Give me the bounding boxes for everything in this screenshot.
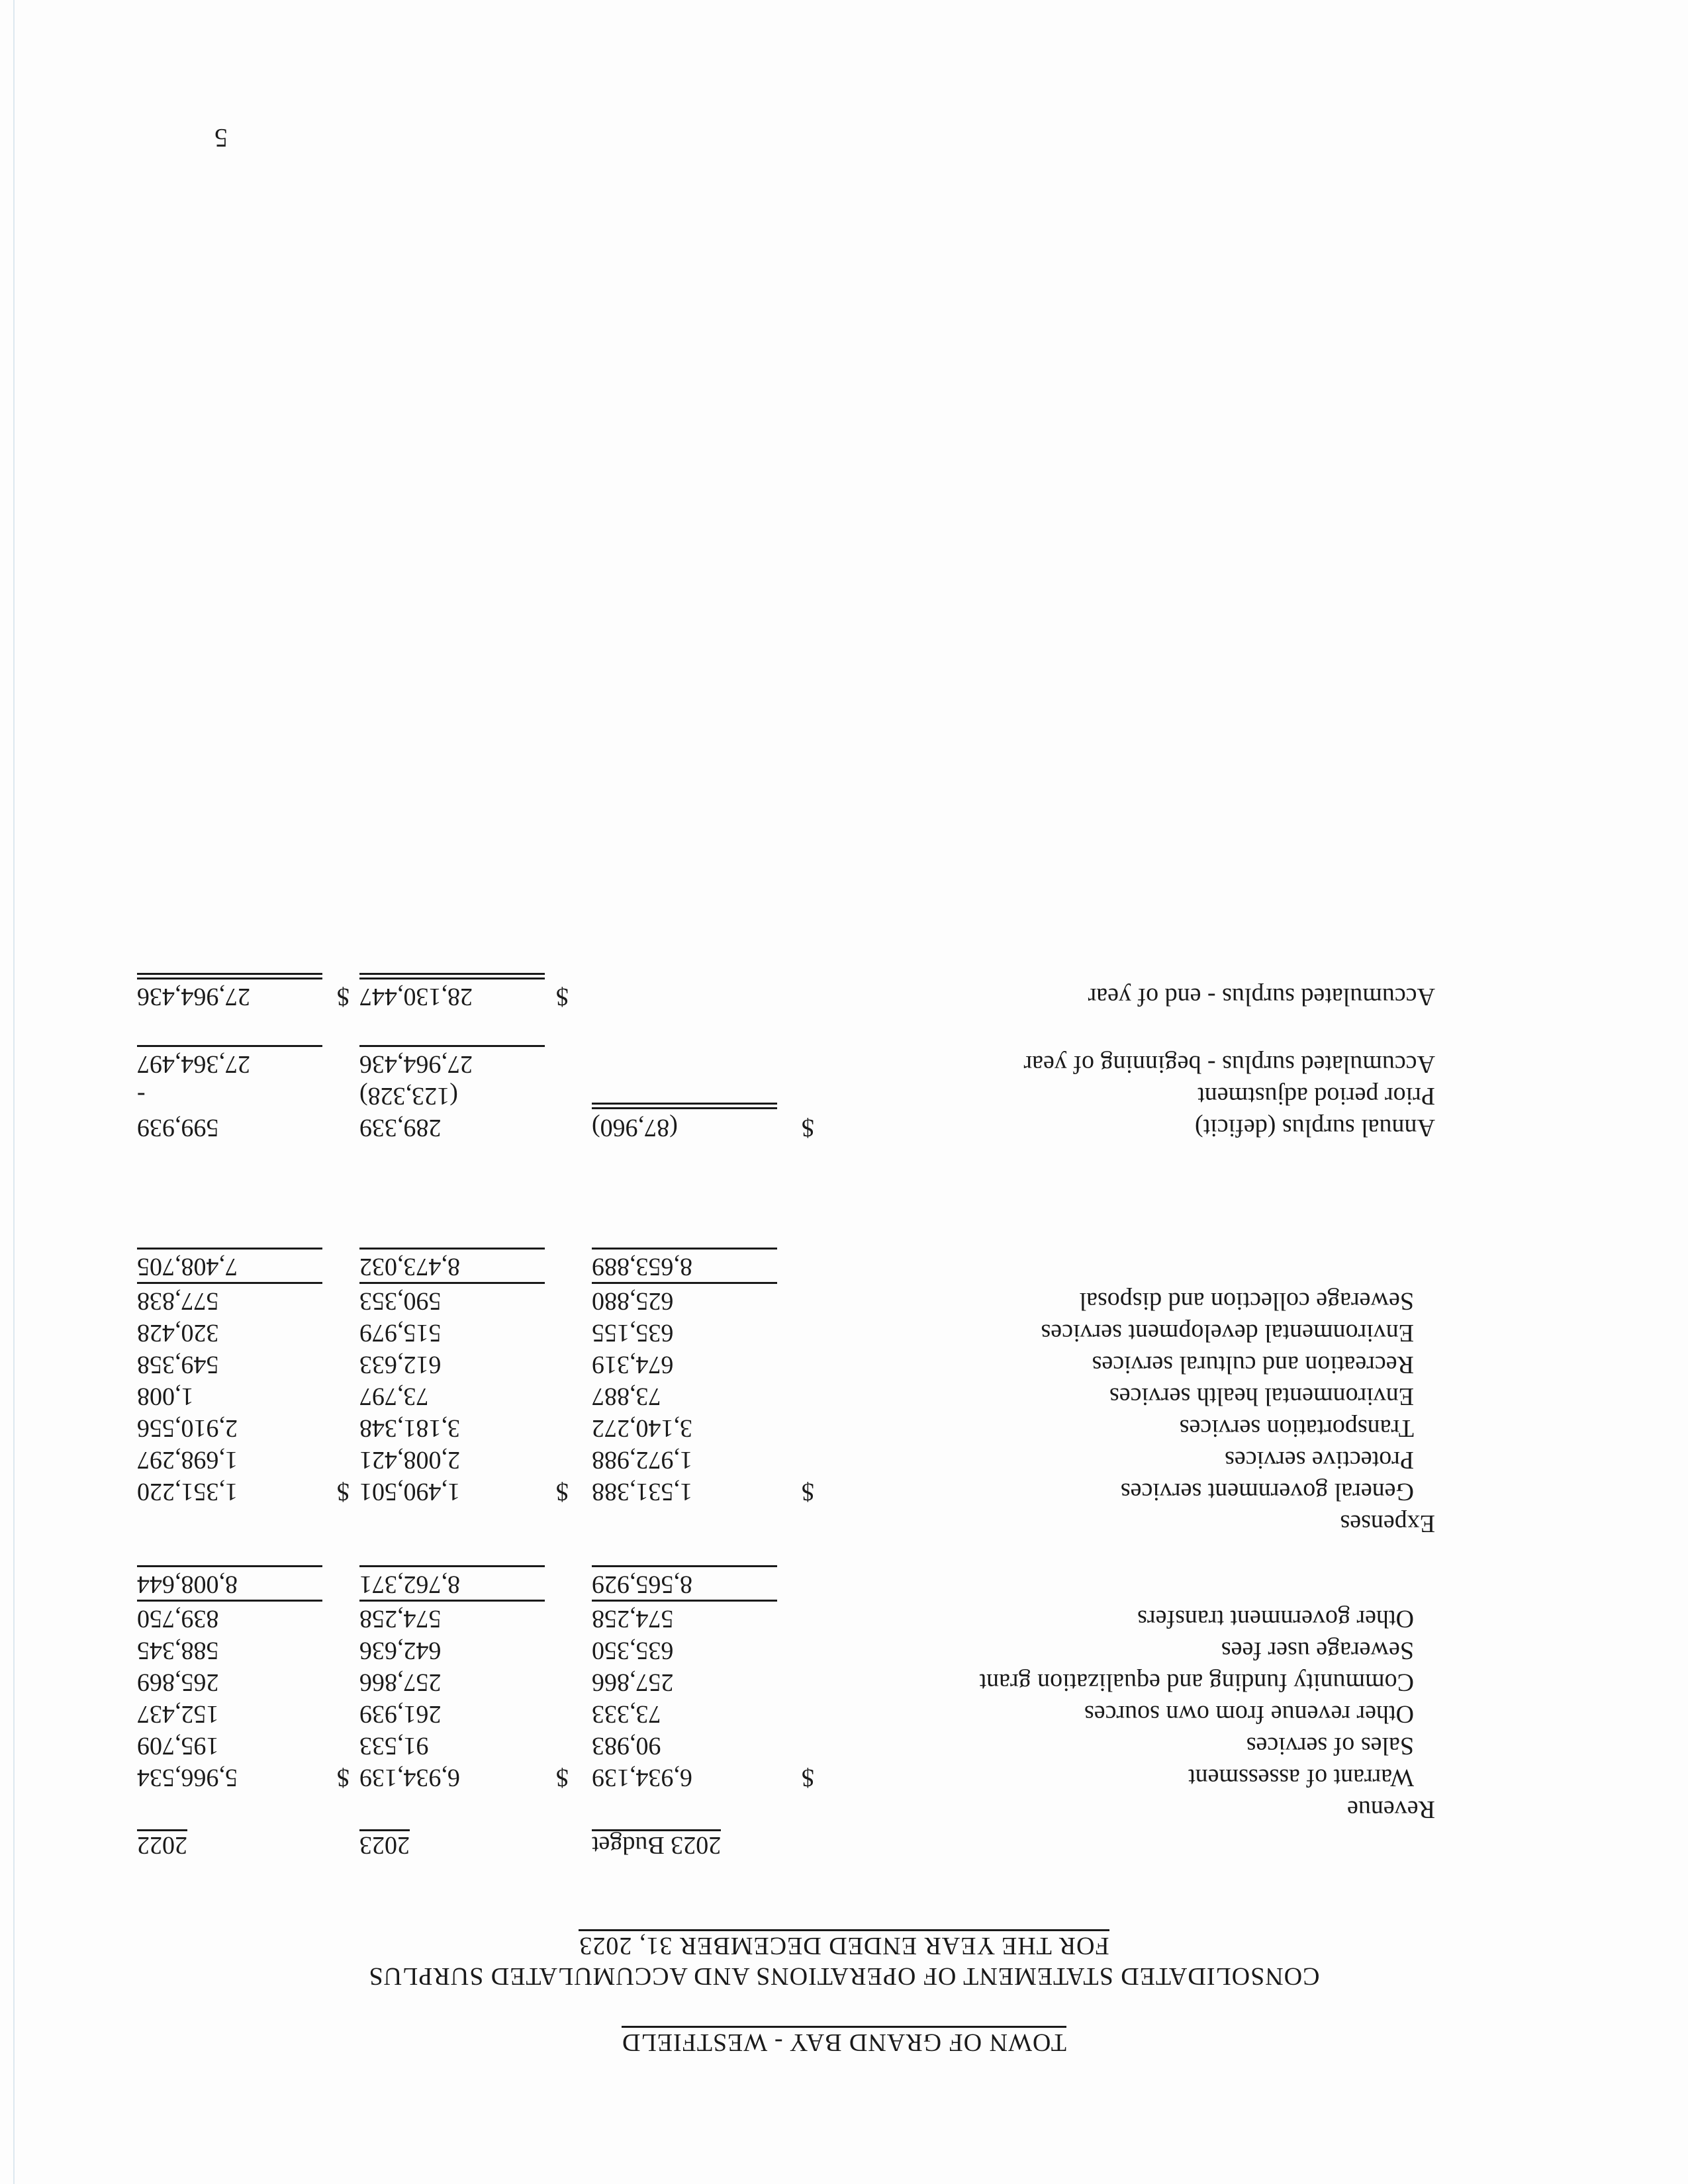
annual-surplus-2023: 289,339 bbox=[359, 1114, 442, 1142]
revenue-budget: 90,983 bbox=[592, 1732, 661, 1760]
period-title bbox=[0, 1929, 1688, 1960]
revenue-label: Other government transfers bbox=[1137, 1605, 1414, 1633]
expense-total-2022: 7,408,705 bbox=[137, 1253, 238, 1281]
subtotal-rule bbox=[359, 1600, 545, 1602]
col-head-2022-text: 2022 bbox=[137, 1829, 187, 1859]
expense-2023: 590,353 bbox=[359, 1287, 442, 1315]
period-title-text: FOR THE YEAR ENDED DECEMBER 31, 2023 bbox=[579, 1929, 1109, 1960]
town-title bbox=[0, 2026, 1688, 2057]
col-head-2023-text: 2023 bbox=[359, 1829, 410, 1859]
expense-budget: 73,887 bbox=[592, 1383, 661, 1410]
revenue-2022: 839,750 bbox=[137, 1605, 219, 1633]
col-head-budget bbox=[592, 1831, 774, 1860]
dollar-sign: $ bbox=[556, 1764, 569, 1792]
revenue-2022: 152,437 bbox=[137, 1700, 219, 1728]
town-title-text: TOWN OF GRAND BAY - WESTFIELD bbox=[622, 2026, 1066, 2057]
subtotal-rule bbox=[359, 1045, 545, 1047]
scan-edge-line bbox=[13, 0, 15, 2184]
revenue-budget: 635,350 bbox=[592, 1637, 674, 1664]
expense-2023: 515,979 bbox=[359, 1319, 442, 1347]
col-head-budget-text: 2023 Budget bbox=[592, 1829, 721, 1859]
expense-2022: 577,838 bbox=[137, 1287, 219, 1315]
prior-period-2022: - bbox=[137, 1082, 146, 1110]
annual-surplus-2022: 599,939 bbox=[137, 1114, 219, 1142]
expense-2022: 1,351,220 bbox=[137, 1478, 238, 1506]
accum-end-2023: 28,130,447 bbox=[359, 983, 473, 1011]
expense-label: Recreation and cultural services bbox=[1092, 1351, 1414, 1379]
prior-period-2023: (123,328) bbox=[359, 1082, 458, 1110]
expense-2023: 612,633 bbox=[359, 1351, 442, 1379]
total-rule bbox=[137, 1565, 322, 1567]
revenue-total-budget: 8,565,929 bbox=[592, 1570, 692, 1598]
accum-end-2022: 27,964,436 bbox=[137, 983, 250, 1011]
double-rule bbox=[137, 973, 322, 979]
accum-begin-2022: 27,364,497 bbox=[137, 1050, 250, 1078]
revenue-2022: 5,966,534 bbox=[137, 1764, 238, 1792]
expense-2022: 1,008 bbox=[137, 1383, 194, 1410]
expense-label: Transportation services bbox=[1179, 1414, 1414, 1442]
subtotal-rule bbox=[592, 1282, 777, 1284]
expense-2023: 1,490,501 bbox=[359, 1478, 460, 1506]
expense-2022: 2,910,556 bbox=[137, 1414, 238, 1442]
expense-budget: 1,972,988 bbox=[592, 1446, 692, 1474]
expense-budget: 674,319 bbox=[592, 1351, 674, 1379]
expense-label: Environmental development services bbox=[1041, 1319, 1414, 1347]
revenue-budget: 574,258 bbox=[592, 1605, 674, 1633]
col-head-2022 bbox=[137, 1831, 299, 1860]
subtotal-rule bbox=[592, 1600, 777, 1602]
revenue-budget: 257,866 bbox=[592, 1668, 674, 1696]
total-rule bbox=[592, 1565, 777, 1567]
expense-total-budget: 8,653,889 bbox=[592, 1253, 692, 1281]
total-rule bbox=[592, 1248, 777, 1250]
revenue-label: Sewerage user fees bbox=[1221, 1637, 1414, 1664]
prior-period-label: Prior period adjustment bbox=[1197, 1082, 1435, 1110]
dollar-sign: $ bbox=[337, 1764, 350, 1792]
double-rule bbox=[592, 1103, 777, 1109]
revenue-2023: 257,866 bbox=[359, 1668, 442, 1696]
dollar-sign: $ bbox=[802, 1764, 814, 1792]
expense-label: General government services bbox=[1120, 1478, 1414, 1506]
revenue-2023: 642,636 bbox=[359, 1637, 442, 1664]
revenue-label: Warrant of assessment bbox=[1188, 1764, 1414, 1792]
revenue-2023: 574,258 bbox=[359, 1605, 442, 1633]
revenue-2022: 195,709 bbox=[137, 1732, 219, 1760]
expense-budget: 1,531,388 bbox=[592, 1478, 692, 1506]
revenue-budget: 6,934,139 bbox=[592, 1764, 692, 1792]
revenue-total-2023: 8,762,371 bbox=[359, 1570, 460, 1598]
revenue-label: Other revenue from own sources bbox=[1084, 1700, 1414, 1728]
subtotal-rule bbox=[359, 1282, 545, 1284]
expense-2023: 2,008,421 bbox=[359, 1446, 460, 1474]
expenses-title: Expenses bbox=[1340, 1510, 1435, 1537]
expense-budget: 635,155 bbox=[592, 1319, 674, 1347]
dollar-sign: $ bbox=[337, 983, 350, 1011]
expense-label: Sewerage collection and disposal bbox=[1079, 1287, 1414, 1315]
expense-budget: 625,880 bbox=[592, 1287, 674, 1315]
dollar-sign: $ bbox=[556, 1478, 569, 1506]
expense-label: Environmental health services bbox=[1109, 1383, 1414, 1410]
revenue-2023: 6,934,139 bbox=[359, 1764, 460, 1792]
total-rule bbox=[359, 1565, 545, 1567]
expense-2023: 3,181,348 bbox=[359, 1414, 460, 1442]
page-number: 5 bbox=[214, 123, 228, 153]
revenue-total-2022: 8,008,644 bbox=[137, 1570, 238, 1598]
revenue-2022: 588,345 bbox=[137, 1637, 219, 1664]
dollar-sign: $ bbox=[556, 983, 569, 1011]
revenue-label: Sales of services bbox=[1246, 1732, 1414, 1760]
subtotal-rule bbox=[137, 1600, 322, 1602]
revenue-label: Community funding and equalization grant bbox=[979, 1668, 1414, 1696]
annual-surplus-budget: (87,960) bbox=[592, 1114, 678, 1142]
revenue-2022: 265,869 bbox=[137, 1668, 219, 1696]
accum-begin-2023: 27,964,436 bbox=[359, 1050, 473, 1078]
accum-begin-label: Accumulated surplus - beginning of year bbox=[1023, 1050, 1435, 1078]
total-rule bbox=[359, 1248, 545, 1250]
expense-label: Protective services bbox=[1225, 1446, 1414, 1474]
dollar-sign: $ bbox=[802, 1478, 814, 1506]
col-head-2023 bbox=[359, 1831, 522, 1860]
revenue-budget: 73,333 bbox=[592, 1700, 661, 1728]
expense-budget: 3,140,272 bbox=[592, 1414, 692, 1442]
expense-2022: 549,358 bbox=[137, 1351, 219, 1379]
revenue-2023: 91,533 bbox=[359, 1732, 429, 1760]
expense-2023: 73,797 bbox=[359, 1383, 429, 1410]
revenue-2023: 261,939 bbox=[359, 1700, 442, 1728]
revenue-title: Revenue bbox=[1347, 1796, 1435, 1823]
accum-end-label: Accumulated surplus - end of year bbox=[1088, 983, 1435, 1011]
double-rule bbox=[359, 973, 545, 979]
expense-2022: 1,698,297 bbox=[137, 1446, 238, 1474]
expense-2022: 320,428 bbox=[137, 1319, 219, 1347]
statement-title: CONSOLIDATED STATEMENT OF OPERATIONS AND ACCUMULATED SURPLUS bbox=[368, 1962, 1320, 1990]
dollar-sign: $ bbox=[802, 1114, 814, 1142]
expense-total-2023: 8,473,032 bbox=[359, 1253, 460, 1281]
subtotal-rule bbox=[137, 1045, 322, 1047]
subtotal-rule bbox=[137, 1282, 322, 1284]
annual-surplus-label: Annual surplus (deficit) bbox=[1194, 1114, 1435, 1142]
dollar-sign: $ bbox=[337, 1478, 350, 1506]
total-rule bbox=[137, 1248, 322, 1250]
